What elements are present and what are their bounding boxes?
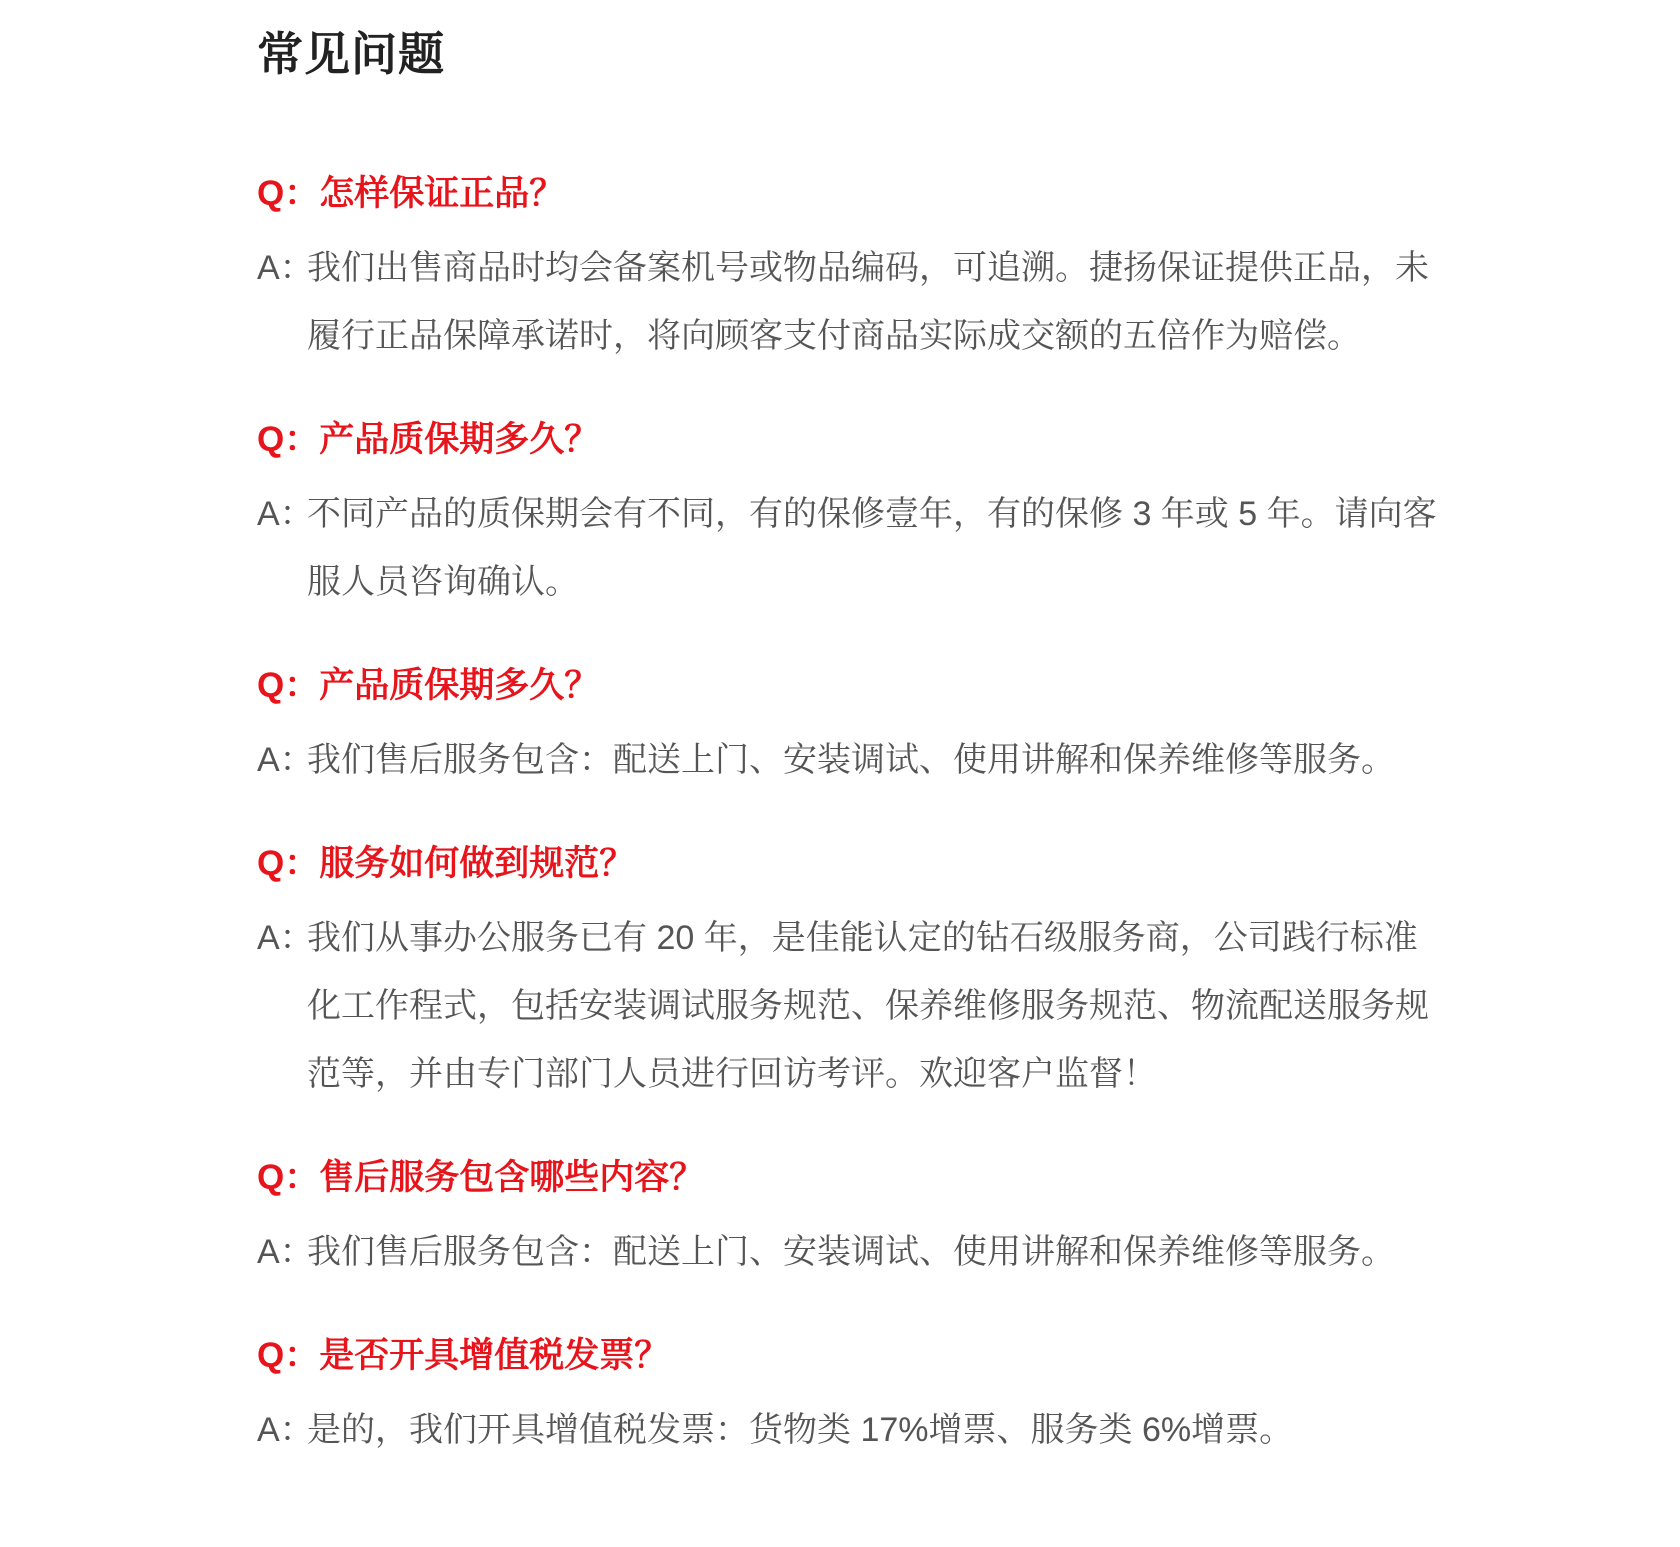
answer-text: 我们从事办公服务已有 20 年，是佳能认定的钻石级服务商，公司践行标准化工作程式，包括安装调试服务规范、保养维修服务规范、物流配送服务规范等，并由专门部门人员进行回访考评。欢迎客户监督！ — [307, 919, 1429, 1093]
question-text: 服务如何做到规范？ — [319, 844, 635, 883]
question-text: 产品质保期多久？ — [319, 420, 600, 459]
question-text: 售后服务包含哪些内容？ — [319, 1158, 705, 1197]
question-text: 产品质保期多久？ — [319, 666, 600, 705]
faq-list — [257, 166, 1437, 1506]
answer-prefix: A： — [257, 919, 314, 957]
faq-answer — [257, 480, 1437, 616]
answer-prefix: A： — [257, 1411, 314, 1449]
faq-answer — [257, 234, 1437, 370]
answer-text: 我们售后服务包含：配送上门、安装调试、使用讲解和保养维修等服务。 — [307, 741, 1395, 779]
faq-question — [257, 836, 1437, 892]
faq-answer — [257, 1218, 1437, 1286]
faq-question — [257, 1328, 1437, 1384]
question-prefix: Q： — [257, 1158, 320, 1197]
faq-item — [257, 1328, 1437, 1464]
faq-item — [257, 166, 1437, 370]
question-prefix: Q： — [257, 1336, 320, 1375]
question-prefix: Q： — [257, 174, 320, 213]
question-prefix: Q： — [257, 666, 320, 705]
page-title: 常见问题 — [257, 27, 445, 81]
answer-prefix: A： — [257, 1233, 314, 1271]
faq-item — [257, 836, 1437, 1108]
answer-prefix: A： — [257, 495, 314, 533]
faq-item — [257, 1150, 1437, 1286]
faq-question — [257, 658, 1437, 714]
answer-prefix: A： — [257, 249, 314, 287]
faq-answer — [257, 1396, 1437, 1464]
question-text: 是否开具增值税发票？ — [319, 1336, 670, 1375]
faq-answer — [257, 904, 1437, 1108]
faq-question — [257, 166, 1437, 222]
faq-item — [257, 412, 1437, 616]
answer-text: 我们售后服务包含：配送上门、安装调试、使用讲解和保养维修等服务。 — [307, 1233, 1395, 1271]
faq-item — [257, 658, 1437, 794]
faq-question — [257, 412, 1437, 468]
answer-prefix: A： — [257, 741, 314, 779]
answer-text: 我们出售商品时均会备案机号或物品编码，可追溯。捷扬保证提供正品，未履行正品保障承诺时，将向顾客支付商品实际成交额的五倍作为赔偿。 — [307, 249, 1429, 355]
question-text: 怎样保证正品？ — [319, 174, 565, 213]
answer-text: 不同产品的质保期会有不同，有的保修壹年，有的保修 3 年或 5 年。请向客服人员咨询确认。 — [307, 495, 1437, 601]
question-prefix: Q： — [257, 844, 320, 883]
faq-question — [257, 1150, 1437, 1206]
faq-answer — [257, 726, 1437, 794]
question-prefix: Q： — [257, 420, 320, 459]
answer-text: 是的，我们开具增值税发票：货物类 17%增票、服务类 6%增票。 — [307, 1411, 1294, 1449]
